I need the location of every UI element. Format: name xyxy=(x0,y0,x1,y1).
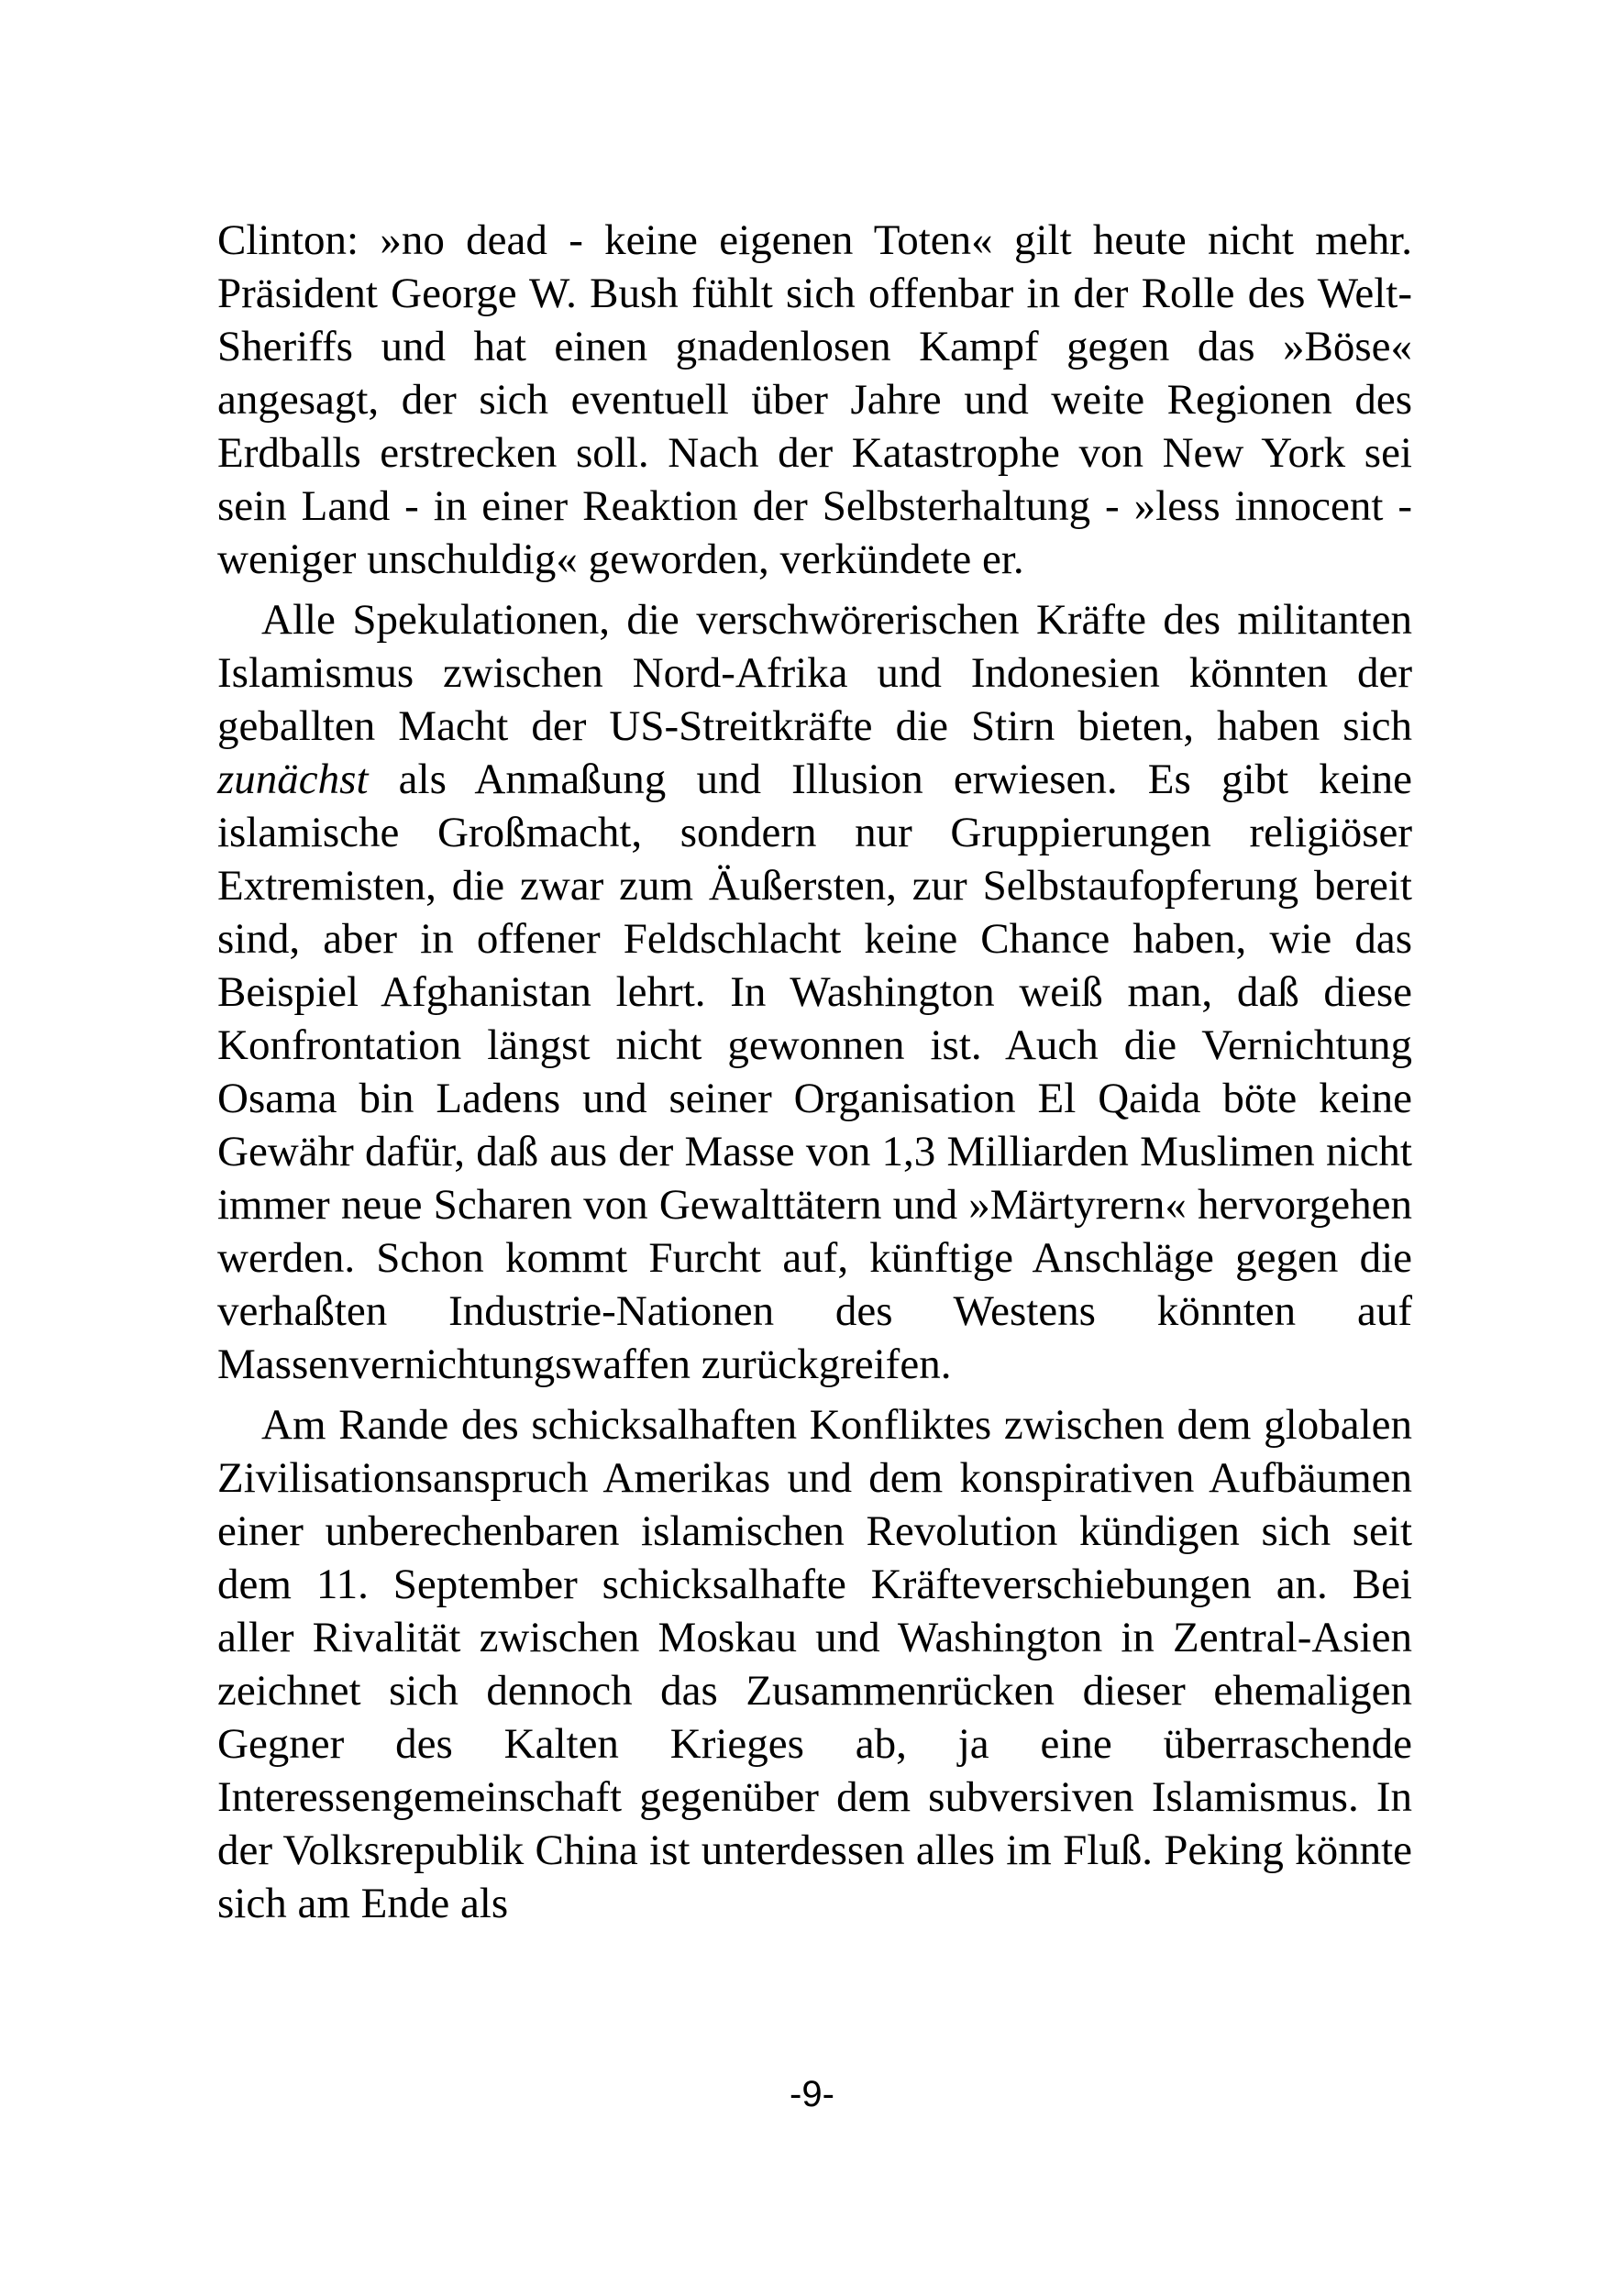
paragraph-3: Am Rande des schicksalhaften Konfliktes zwischen dem globalen Zivilisationsanspruch Amerikas und dem konspirativen Aufbäumen einer unberechenbaren islamischen Revolution kündigen sich seit dem 11. September schicksalhafte Kräfteverschiebungen an. Bei aller Rivalität zwischen Moskau und Washington in Zentral-Asien zeichnet sich dennoch das Zusammenrücken dieser ehemaligen Gegner des Kalten Krieges ab, ja eine überraschende Interessengemeinschaft gegenüber dem subversiven Islamismus. In der Volksrepublik China ist unterdessen alles im Fluß. Peking könnte sich am Ende als xyxy=(217,1401,1412,1927)
paragraph-2-part-1: Alle Spekulationen, die verschwörerischen Kräfte des militanten Islamismus zwischen Nord-Afrika und Indonesien könnten der geballten Macht der US-Streitkräfte die Stirn bieten, haben sich xyxy=(217,596,1412,750)
emphasis-text: zunächst xyxy=(217,756,369,803)
paragraph-1: Clinton: »no dead - keine eigenen Toten« gilt heute nicht mehr. Präsident George W. Bush fühlt sich offenbar in der Rolle des Welt-Sheriffs und hat einen gnadenlosen Kampf gegen das »Böse« angesagt, der sich eventuell über Jahre und weite Regionen des Erdballs erstrecken soll. Nach der Katastrophe von New York sei sein Land - in einer Reaktion der Selbsterhaltung - »less innocent - weniger unschuldig« geworden, verkündete er. xyxy=(217,216,1412,583)
paragraph-2 xyxy=(217,593,1412,1391)
body-text xyxy=(217,214,1412,1937)
paragraph-2-part-2: als Anmaßung und Illusion erwiesen. Es gibt keine islamische Großmacht, sondern nur Gruppierungen religiöser Extremisten, die zwar zum Äußersten, zur Selbstaufopferung bereit sind, aber in offener Feldschlacht keine Chance haben, wie das Beispiel Afghanistan lehrt. In Washington weiß man, daß diese Konfrontation längst nicht gewonnen ist. Auch die Vernichtung Osama bin Ladens und seiner Organisation El Qaida böte keine Gewähr dafür, daß aus der Masse von 1,3 Milliarden Muslimen nicht immer neue Scharen von Gewalttätern und »Märtyrern« hervorgehen werden. Schon kommt Furcht auf, künftige Anschläge gegen die verhaßten Industrie-Nationen des Westens könnten auf Massenvernichtungswaffen zurückgreifen. xyxy=(217,756,1412,1388)
page-number: -9- xyxy=(790,2074,834,2114)
